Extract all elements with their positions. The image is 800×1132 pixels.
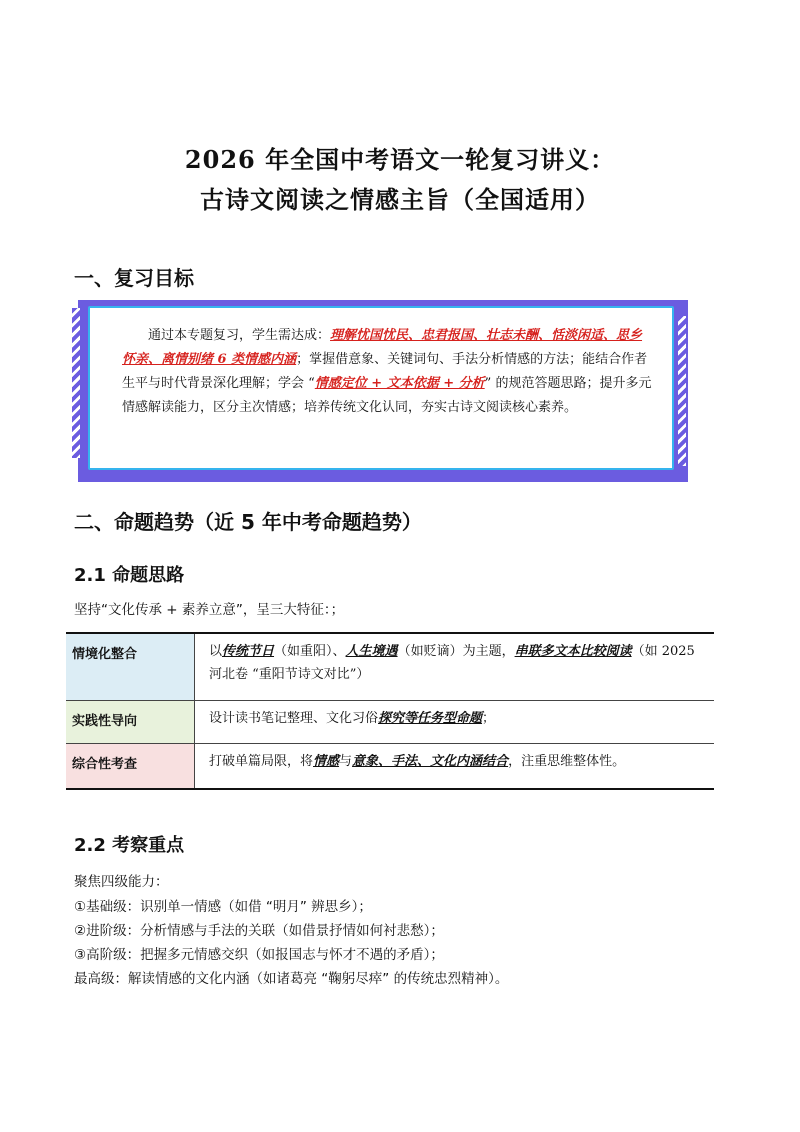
cell-text: ； [482,711,496,726]
focus-intro: 聚焦四级能力： [74,874,169,890]
row-value-comprehensive [195,744,715,790]
table-row [66,633,714,701]
cell-text: 设计读书笔记整理、文化习俗 [209,711,379,726]
goal-text-part2: ；掌握借意象、关键词句、手法分析情感的方法；能结合作者生平与时代背景深化理解；学会 “ [122,352,648,391]
cell-emphasis: 意象、手法、文化内涵结合 [352,754,509,769]
row-value-contextual [195,633,715,701]
goal-box [72,296,688,482]
cell-emphasis: 人生境遇 [345,644,398,659]
goal-box-stripe-right [678,316,686,466]
trend-table [66,632,714,790]
focus-level-basic: ①基础级：识别单一情感（如借 “明月” 辨思乡）； [74,899,372,915]
goal-highlight-method: 情感定位 + 文本依据 + 分析 [314,376,485,391]
cell-text: 与 [339,754,353,769]
section-heading-trends: 二、命题趋势（近 5 年中考命题趋势） [74,510,422,534]
cell-text: （如 2025 河北卷 “重阳节诗文对比”） [209,644,695,682]
subsection-heading-focus: 2.2 考察重点 [74,835,185,856]
cell-text: （如重阳）、 [274,644,346,659]
goal-text-part3: ” 的规范答题思路；提升多元情感解读能力，区分主次情感；培养传统文化认同，夯实古诗文阅读核心素养。 [122,376,652,415]
document-title-line1: 2026 年全国中考语文一轮复习讲义： [184,145,616,174]
row-label-practical: 实践性导向 [66,701,195,744]
goal-box-panel [88,306,674,470]
cell-emphasis: 传统节日 [222,644,275,659]
cell-text: （如贬谪）为主题， [397,644,515,659]
row-value-practical [195,701,715,744]
approach-intro: 坚持“文化传承 + 素养立意”，呈三大特征：； [74,602,345,618]
focus-level-top: 最高级：解读情感的文化内涵（如诸葛亮 “鞠躬尽瘁” 的传统忠烈精神）。 [74,971,509,987]
focus-level-advanced: ②进阶级：分析情感与手法的关联（如借景抒情如何衬悲愁）； [74,923,444,939]
cell-text: 打破单篇局限，将 [209,754,314,769]
table-row [66,701,714,744]
row-label-comprehensive: 综合性考查 [66,744,195,790]
cell-emphasis: 情感 [313,754,340,769]
document-title-line2: 古诗文阅读之情感主旨（全国适用） [200,185,600,214]
cell-text: 以 [209,644,223,659]
goal-box-stripe-left [72,308,80,458]
row-label-contextual: 情境化整合 [66,633,195,701]
cell-text: ，注重思维整体性。 [508,754,626,769]
goal-text-part1: 通过本专题复习，学生需达成： [148,328,331,343]
goal-text [122,324,654,420]
focus-level-high: ③高阶级：把握多元情感交织（如报国志与怀才不遇的矛盾）； [74,947,444,963]
subsection-heading-approach: 2.1 命题思路 [74,565,185,586]
section-heading-goals: 一、复习目标 [74,266,194,290]
table-row [66,744,714,790]
goal-highlight-emotions: 理解忧国忧民、忠君报国、壮志未酬、恬淡闲适、思乡怀亲、离情别绪 6 类情感内涵 [122,328,643,367]
cell-emphasis: 串联多文本比较阅读 [514,644,632,659]
cell-emphasis: 探究等任务型命题 [378,711,483,726]
